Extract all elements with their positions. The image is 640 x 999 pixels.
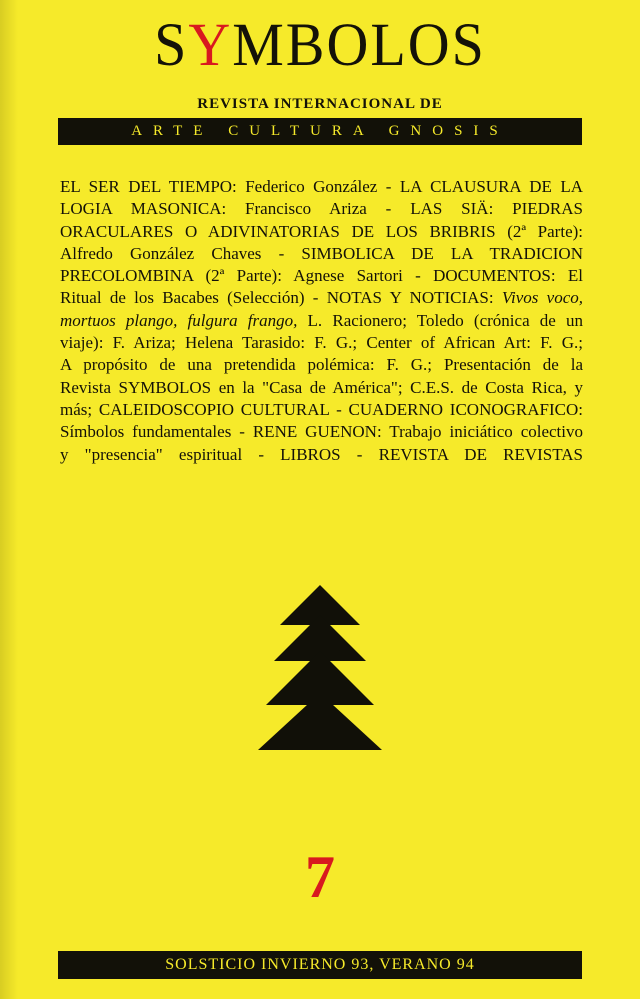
theme-band-text: ARTE CULTURA GNOSIS <box>131 123 509 139</box>
contents-line: más; CALEIDOSCOPIO CULTURAL - CUADERNO ICONOGRAFICO: <box>60 399 583 419</box>
magazine-subtitle: REVISTA INTERNACIONAL DE <box>197 96 443 112</box>
contents-line: mortuos plango, fulgura frango, L. Racionero; Toledo (crónica de un <box>60 310 583 330</box>
magazine-title <box>0 10 640 79</box>
contents-line: Símbolos fundamentales - RENE GUENON: Trabajo iniciático colectivo <box>60 422 583 442</box>
stacked-triangles-tree-icon <box>256 585 384 750</box>
footer-band <box>58 951 582 979</box>
contents-line: LOGIA MASONICA: Francisco Ariza - LAS SIÄ: PIEDRAS <box>60 199 583 219</box>
contents-line: PRECOLOMBINA (2ª Parte): Agnese Sartori - DOCUMENTOS: El <box>60 266 583 286</box>
contents-line: Ritual de los Bacabes (Selección) - NOTAS Y NOTICIAS: Vivos voco, <box>60 288 583 308</box>
contents-line: y "presencia" espiritual - LIBROS - REVISTA DE REVISTAS <box>60 444 583 464</box>
contents-line: Alfredo González Chaves - SIMBOLICA DE LA TRADICION <box>60 243 583 263</box>
contents-line: Revista SYMBOLOS en la "Casa de América"; C.E.S. de Costa Rica, y <box>60 377 583 397</box>
contents-line: viaje): F. Ariza; Helena Tarasido: F. G.; Center of African Art: F. G.; <box>60 333 583 353</box>
title-part-1: S <box>154 10 189 79</box>
contents-line: A propósito de una pretendida polémica: F. G.; Presentación de la <box>60 355 583 375</box>
table-of-contents <box>60 176 583 466</box>
contents-line: EL SER DEL TIEMPO: Federico González - LA CLAUSURA DE LA <box>60 177 583 196</box>
title-red-letter: Y <box>188 10 233 79</box>
title-part-2: MBOLOS <box>232 10 486 79</box>
contents-line: ORACULARES O ADIVINATORIAS DE LOS BRIBRIS (2ª Parte): <box>60 221 583 241</box>
issue-number: 7 <box>305 844 335 910</box>
issue-date: SOLSTICIO INVIERNO 93, VERANO 94 <box>165 956 475 973</box>
theme-band <box>58 118 582 145</box>
